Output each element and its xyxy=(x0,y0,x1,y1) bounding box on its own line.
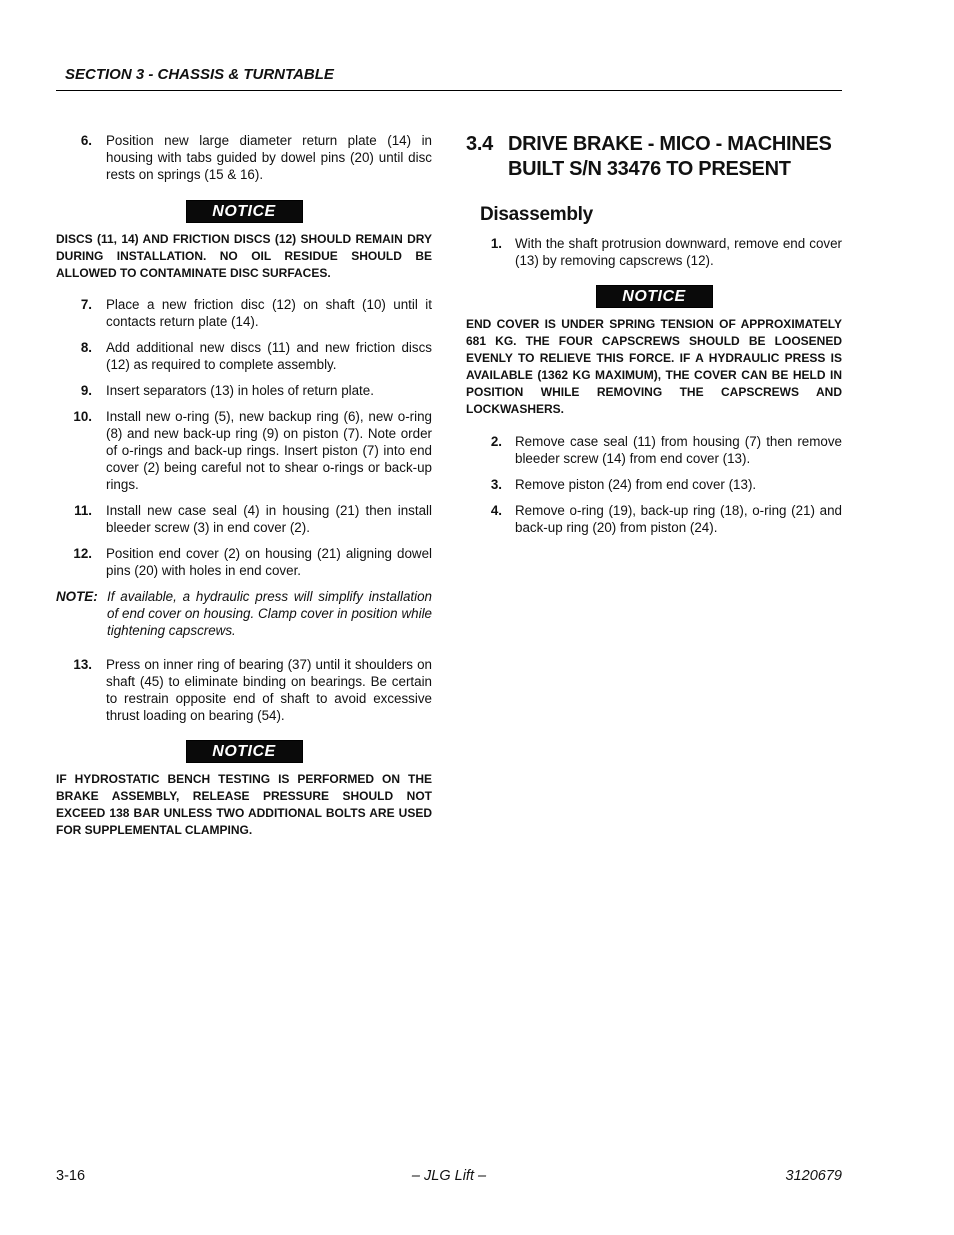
notice-block-1 xyxy=(56,200,432,282)
step-number: 3. xyxy=(490,477,502,492)
steps-7-12 xyxy=(56,296,432,579)
step-text: Insert separators (13) in holes of return plate. xyxy=(106,383,374,398)
section-title xyxy=(466,132,842,182)
step-2 xyxy=(466,433,842,467)
steps-2-4 xyxy=(466,433,842,536)
step-1 xyxy=(466,235,842,269)
footer-brand: – JLG Lift – xyxy=(411,1168,487,1184)
page-number: 3-16 xyxy=(56,1168,86,1184)
step-text: Install new case seal (4) in housing (21) then install bleeder screw (3) in end cover (2). xyxy=(106,503,432,535)
notice-block-3 xyxy=(466,285,842,418)
notice-text: IF HYDROSTATIC BENCH TESTING IS PERFORMED ON THE BRAKE ASSEMBLY, RELEASE PRESSURE SHOULD NOT EXCEED 138 BAR UNLESS TWO ADDITIONAL BOLTS ARE USED FOR SUPPLEMENTAL CLAMPING. xyxy=(56,772,432,837)
step-12 xyxy=(56,545,432,579)
step-number: 7. xyxy=(80,297,92,312)
step-text: Press on inner ring of bearing (37) until it shoulders on shaft (45) to eliminate binding on bearings. Be certain to restrain opposite end of shaft to avoid excessive thrust loading on bearing (54). xyxy=(106,657,432,723)
note-text: If available, a hydraulic press will simplify installation of end cover on housing. Clamp cover in position while tightening capscrews. xyxy=(107,589,432,638)
step-3 xyxy=(466,476,842,493)
step-text: Remove piston (24) from end cover (13). xyxy=(515,477,757,492)
subheading: Disassembly xyxy=(480,204,593,225)
left-column xyxy=(56,132,432,839)
step-8 xyxy=(56,339,432,373)
step-number: 8. xyxy=(80,340,92,355)
step-number: 9. xyxy=(80,383,92,398)
step-text: Place a new friction disc (12) on shaft (10) until it contacts return plate (14). xyxy=(106,297,432,329)
notice-text: DISCS (11, 14) AND FRICTION DISCS (12) SHOULD REMAIN DRY DURING INSTALLATION. NO OIL RESIDUE SHOULD BE ALLOWED TO CONTAMINATE DISC SURFACES. xyxy=(56,232,432,280)
step-number: 10. xyxy=(73,409,92,424)
step-text: Position end cover (2) on housing (21) aligning dowel pins (20) with holes in end cover. xyxy=(106,546,432,578)
step-text: Position new large diameter return plate (14) in housing with tabs guided by dowel pins (20) until disc rests on springs (15 & 16). xyxy=(106,133,432,182)
step-number: 1. xyxy=(490,236,502,251)
notice-badge: NOTICE xyxy=(186,200,303,223)
step-11 xyxy=(56,502,432,536)
document-number: 3120679 xyxy=(785,1168,842,1184)
notice-text: END COVER IS UNDER SPRING TENSION OF APPROXIMATELY 681 KG. THE FOUR CAPSCREWS SHOULD BE LOOSENED EVENLY TO RELIEVE THIS FORCE. IF A HYDRAULIC PRESS IS AVAILABLE (1362 KG MAXIMUM), THE COVER CAN BE HELD IN POSITION WHILE REMOVING THE CAPSCREWS AND LOCKWASHERS. xyxy=(466,317,842,416)
step-text: Install new o-ring (5), new backup ring (6), new o-ring (8) and new back-up ring (9) on piston (7). Note order of o-rings and back-up rings. Insert piston (7) into end cover (2) being careful not to shear o-rings or back-up rings. xyxy=(106,409,432,492)
step-number: 11. xyxy=(74,503,92,518)
step-number: 13. xyxy=(73,657,92,672)
step-6 xyxy=(56,132,432,183)
step-text: With the shaft protrusion downward, remove end cover (13) by removing capscrews (12). xyxy=(515,236,842,268)
note-label: NOTE: xyxy=(56,589,98,604)
step-7 xyxy=(56,296,432,330)
section-header-title: SECTION 3 - CHASSIS & TURNTABLE xyxy=(65,66,334,83)
notice-badge: NOTICE xyxy=(186,740,303,763)
notice-block-2 xyxy=(56,740,432,839)
step-number: 2. xyxy=(490,434,502,449)
right-column xyxy=(466,132,842,545)
step-number: 12. xyxy=(73,546,92,561)
step-number: 6. xyxy=(80,133,92,148)
step-9 xyxy=(56,382,432,399)
step-4 xyxy=(466,502,842,536)
step-number: 4. xyxy=(490,503,502,518)
step-text: Remove o-ring (19), back-up ring (18), o-ring (21) and back-up ring (20) from piston (24). xyxy=(515,503,842,535)
step-text: Add additional new discs (11) and new friction discs (12) as required to complete assembly. xyxy=(106,340,432,372)
page-header xyxy=(56,65,842,91)
step-10 xyxy=(56,408,432,493)
step-text: Remove case seal (11) from housing (7) then remove bleeder screw (14) from end cover (13). xyxy=(515,434,842,466)
note xyxy=(56,588,432,639)
step-13 xyxy=(56,656,432,724)
notice-badge: NOTICE xyxy=(596,285,713,308)
section-number: 3.4 xyxy=(466,133,493,155)
section-title-text: DRIVE BRAKE - MICO - MACHINES BUILT S/N 33476 TO PRESENT xyxy=(508,133,832,180)
